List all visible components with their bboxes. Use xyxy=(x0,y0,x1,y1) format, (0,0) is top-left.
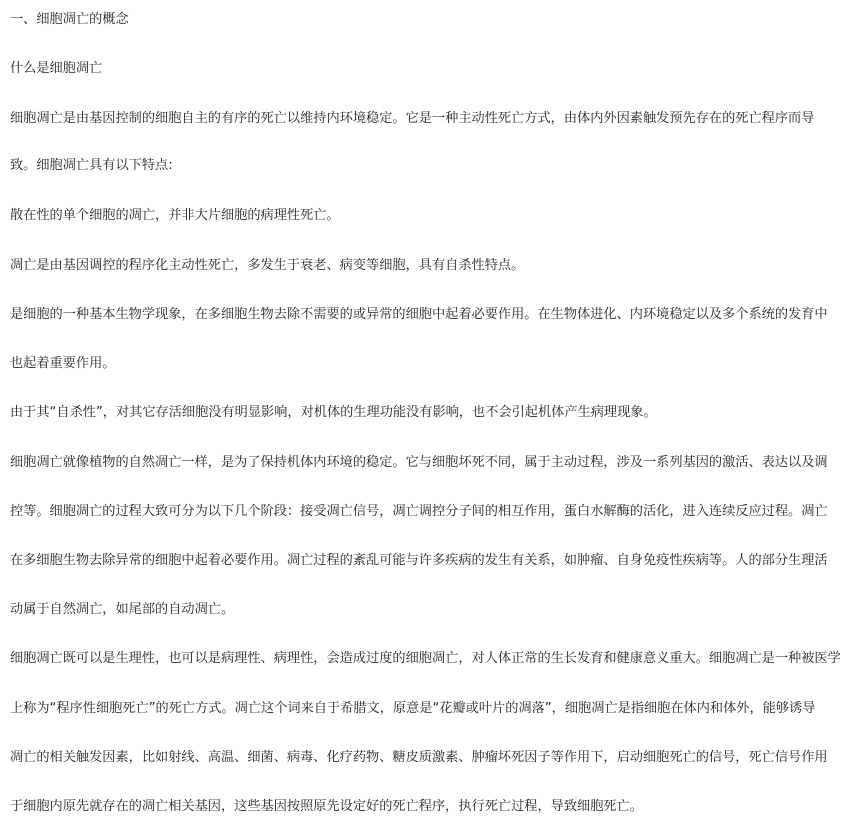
paragraph-line: 于细胞内原先就存在的凋亡相关基因，这些基因按照原先设定好的死亡程序，执行死亡过程，导致细胞死亡。 xyxy=(10,799,643,814)
paragraph-line: 在多细胞生物去除异常的细胞中起着必要作用。凋亡过程的紊乱可能与许多疾病的发生有关系，如肿瘤、自身免疫性疾病等。人的部分生理活 xyxy=(10,553,828,568)
section-heading: 一、细胞凋亡的概念 xyxy=(10,12,129,27)
paragraph-line: 细胞凋亡就像植物的自然凋亡一样，是为了保持机体内环境的稳定。它与细胞坏死不同，属于主动过程，涉及一系列基因的激活、表达以及调 xyxy=(10,455,828,470)
paragraph-line: 控等。细胞凋亡的过程大致可分为以下几个阶段：接受凋亡信号，凋亡调控分子间的相互作用，蛋白水解酶的活化，进入连续反应过程。凋亡 xyxy=(10,504,828,519)
subsection-title: 什么是细胞凋亡 xyxy=(10,61,103,76)
paragraph-line: 也起着重要作用。 xyxy=(10,356,116,371)
feature-item: 散在性的单个细胞的凋亡，并非大片细胞的病理性死亡。 xyxy=(10,208,340,223)
paragraph-line: 致。细胞凋亡具有以下特点: xyxy=(10,158,173,173)
paragraph-line: 细胞凋亡既可以是生理性，也可以是病理性、病理性，会造成过度的细胞凋亡，对人体正常的生长发育和健康意义重大。细胞凋亡是一种被医学 xyxy=(10,651,841,666)
paragraph-line: 上称为“程序性细胞死亡”的死亡方式。凋亡这个词来自于希腊文，原意是“花瓣或叶片的凋落”，细胞凋亡是指细胞在体内和体外，能够诱导 xyxy=(10,701,816,716)
paragraph-line: 细胞凋亡是由基因控制的细胞自主的有序的死亡以维持内环境稳定。它是一种主动性死亡方式，由体内外因素触发预先存在的死亡程序而导 xyxy=(10,111,815,126)
paragraph-line: 凋亡的相关触发因素，比如射线、高温、细菌、病毒、化疗药物、糖皮质激素、肿瘤坏死因子等作用下，启动细胞死亡的信号，死亡信号作用 xyxy=(10,750,828,765)
feature-item: 凋亡是由基因调控的程序化主动性死亡，多发生于衰老、病变等细胞，具有自杀性特点。 xyxy=(10,258,525,273)
paragraph-line: 动属于自然凋亡，如尾部的自动凋亡。 xyxy=(10,602,235,617)
feature-item: 是细胞的一种基本生物学现象，在多细胞生物去除不需要的或异常的细胞中起着必要作用。在生物体进化、内环境稳定以及多个系统的发育中 xyxy=(10,307,828,322)
feature-item: 由于其“自杀性”，对其它存活细胞没有明显影响，对机体的生理功能没有影响，也不会引起机体产生病理现象。 xyxy=(10,405,657,420)
